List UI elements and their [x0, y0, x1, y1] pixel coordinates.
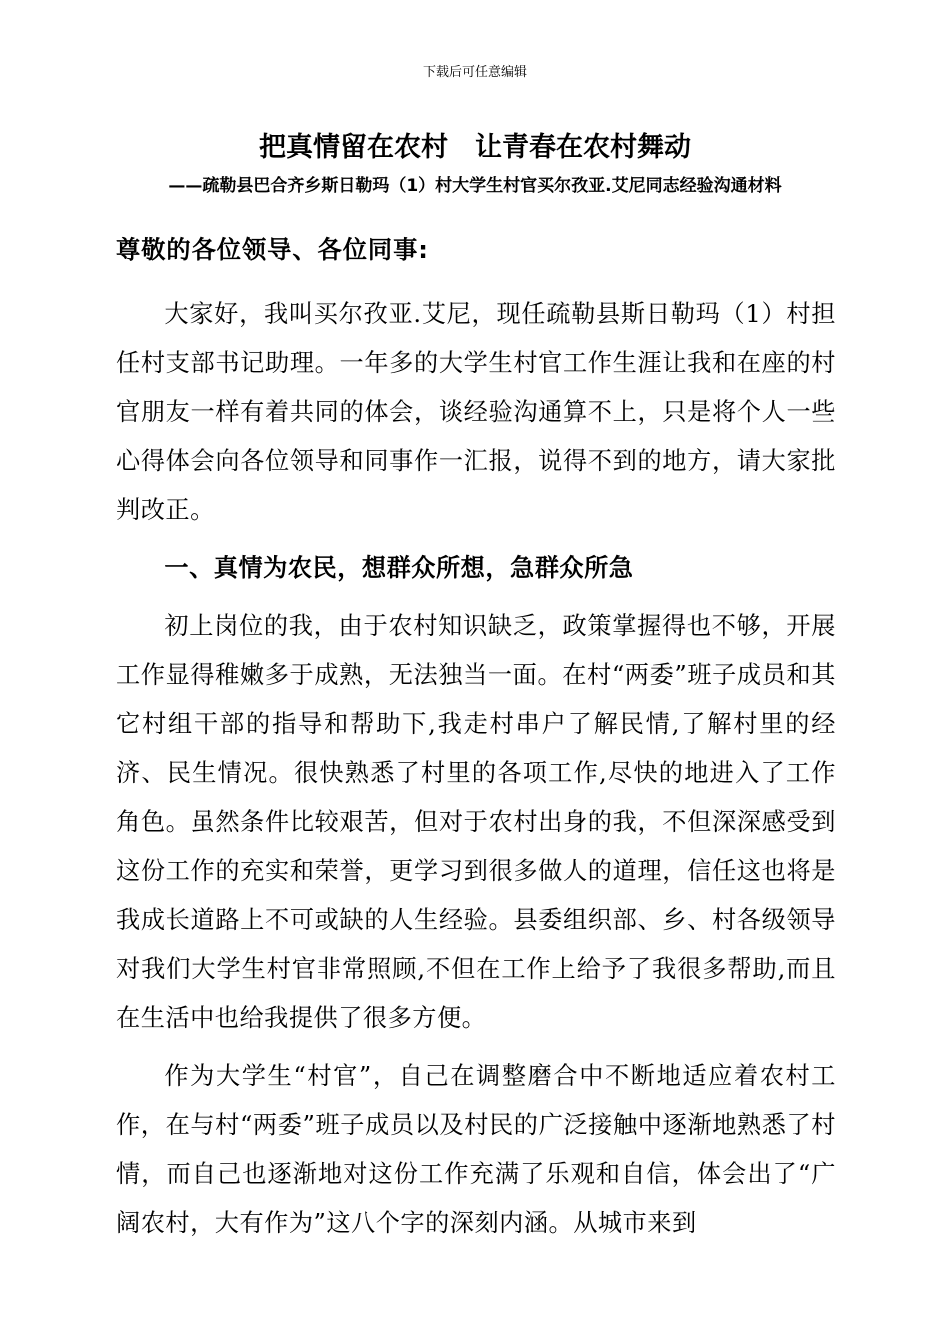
paragraph-intro: 大家好，我叫买尔孜亚.艾尼，现任疏勒县斯日勒玛（1）村担任村支部书记助理。一年多的大学生村官工作生涯让我和在座的村官朋友一样有着共同的体会，谈经验沟通算不上，只是将个人一些心得体会向各位领导和同事作一汇报，说得不到的地方，请大家批判改正。	[116, 300, 836, 524]
paragraph-village-official: 作为大学生“村官”，自己在调整磨合中不断地适应着农村工作，在与村“两委”班子成员以及村民的广泛接触中逐渐地熟悉了村情，而自己也逐渐地对这份工作充满了乐观和自信，体会出了“广阔农村，大有作为”这八个字的深刻内涵。从城市来到	[116, 1062, 836, 1237]
header-note: 下载后可任意编辑	[422, 65, 527, 80]
paragraph-first-post: 初上岗位的我，由于农村知识缺乏，政策掌握得也不够，开展工作显得稚嫩多于成熟，无法独当一面。在村“两委”班子成员和其它村组干部的指导和帮助下,我走村串户了解民情,了解村里的经济、民生情况。很快熟悉了村里的各项工作,尽快的地进入了工作角色。虽然条件比较艰苦，但对于农村出身的我，不但深深感受到这份工作的充实和荣誉，更学习到很多做人的道理，信任这也将是我成长道路上不可或缺的人生经验。县委组织部、乡、村各级领导对我们大学生村官非常照顾,不但在工作上给予了我很多帮助,而且在生活中也给我提供了很多方便。	[116, 612, 836, 1032]
salutation: 尊敬的各位领导、各位同事:	[116, 236, 429, 264]
document-title: 把真情留在农村 让青春在农村舞动	[259, 132, 691, 163]
document-body	[116, 226, 836, 1248]
section-heading-1: 一、真情为农民，想群众所想，急群众所急	[164, 554, 634, 582]
document-subtitle: ——疏勒县巴合齐乡斯日勒玛（1）村大学生村官买尔孜亚.艾尼同志经验沟通材料	[168, 176, 782, 196]
